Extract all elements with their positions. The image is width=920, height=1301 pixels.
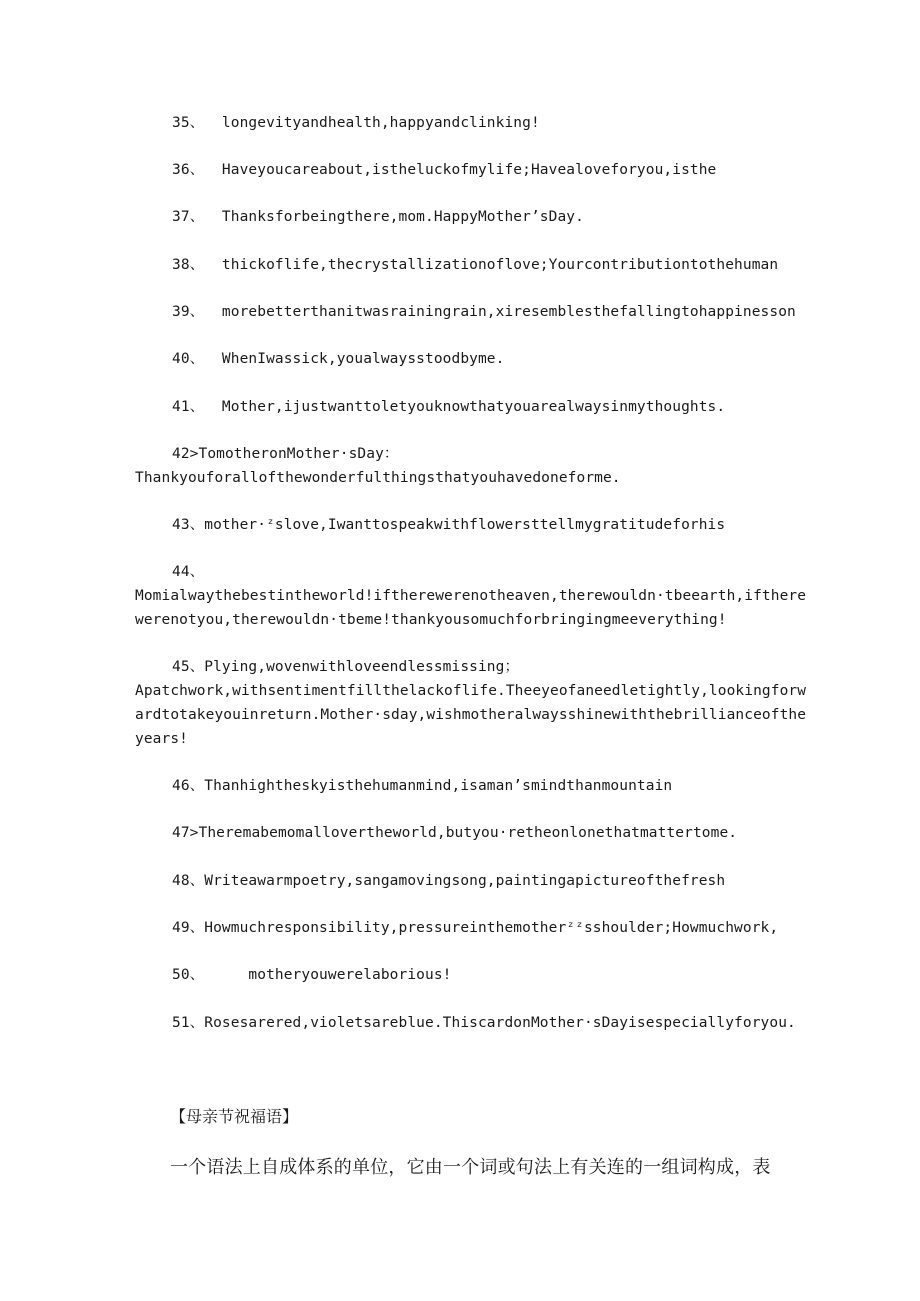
- list-item-44-line-2: Momialwaythebestintheworld!iftherewerenotheaven,therewouldn·tbeearth,ifthere: [135, 588, 807, 604]
- list-item-39: 39、 morebetterthanitwasrainingrain,xiresemblesthefallingtohappinesson: [172, 304, 796, 320]
- list-item-47: 47>Theremabemomallovertheworld,butyou·retheonlonethatmattertome.: [172, 825, 738, 841]
- list-item-45-line-4: years!: [135, 731, 188, 747]
- list-item-46: 46、Thanhightheskyisthehumanmind,isaman’smindthanmountain: [172, 778, 673, 794]
- list-item-42-line-2: Thankyouforallofthewonderfulthingsthatyouhavedoneforme.: [135, 470, 621, 486]
- list-item-44-line-1: 44、: [172, 564, 205, 580]
- section-heading: 【母亲节祝福语】: [170, 1107, 299, 1126]
- list-item-42-line-1: 42>TomotheronMother·sDay：: [172, 446, 399, 462]
- list-item-49: 49、Howmuchresponsibility,pressureinthemotherᶻᶻsshoulder;Howmuchwork,: [172, 920, 779, 936]
- list-item-41: 41、 Mother,ijustwanttoletyouknowthatyouarealwaysinmythoughts.: [172, 399, 726, 415]
- list-item-45-line-3: ardtotakeyouinreturn.Mother·sday,wishmotheralwaysshinewiththebrillianceofthe: [135, 707, 807, 723]
- list-item-48: 48、Writeawarmpoetry,sangamovingsong,paintingapictureofthefresh: [172, 873, 726, 889]
- list-item-36: 36、 Haveyoucareabout,istheluckofmylife;Havealoveforyou,isthe: [172, 162, 717, 178]
- list-item-45-line-1: 45、Plying,wovenwithloveendlessmissing；: [172, 659, 520, 675]
- list-item-44-line-3: werenotyou,therewouldn·tbeme!thankyousomuchforbringingmeeverything!: [135, 612, 727, 628]
- list-item-45-line-2: Apatchwork,withsentimentfillthelackoflife.Theeyeofaneedletightly,lookingforw: [135, 683, 807, 699]
- list-item-37: 37、 Thanksforbeingthere,mom.HappyMother’sDay.: [172, 209, 584, 225]
- list-item-43: 43、mother·ᶻslove,Iwanttospeakwithflowersttellmygratitudeforhis: [172, 517, 726, 533]
- list-item-38: 38、 thickoflife,thecrystallizationoflove;Yourcontributiontothehuman: [172, 257, 779, 273]
- section-paragraph: 一个语法上自成体系的单位，它由一个词或句法上有关连的一组词构成，表: [170, 1157, 771, 1178]
- list-item-51: 51、Rosesarered,violetsareblue.ThiscardonMother·sDayisespeciallyforyou.: [172, 1015, 796, 1031]
- list-item-35: 35、 longevityandhealth,happyandclinking!: [172, 115, 540, 131]
- list-item-40: 40、 WhenIwassick,youalwaysstoodbyme.: [172, 351, 505, 367]
- list-item-50: 50、 motheryouwerelaborious!: [172, 967, 452, 983]
